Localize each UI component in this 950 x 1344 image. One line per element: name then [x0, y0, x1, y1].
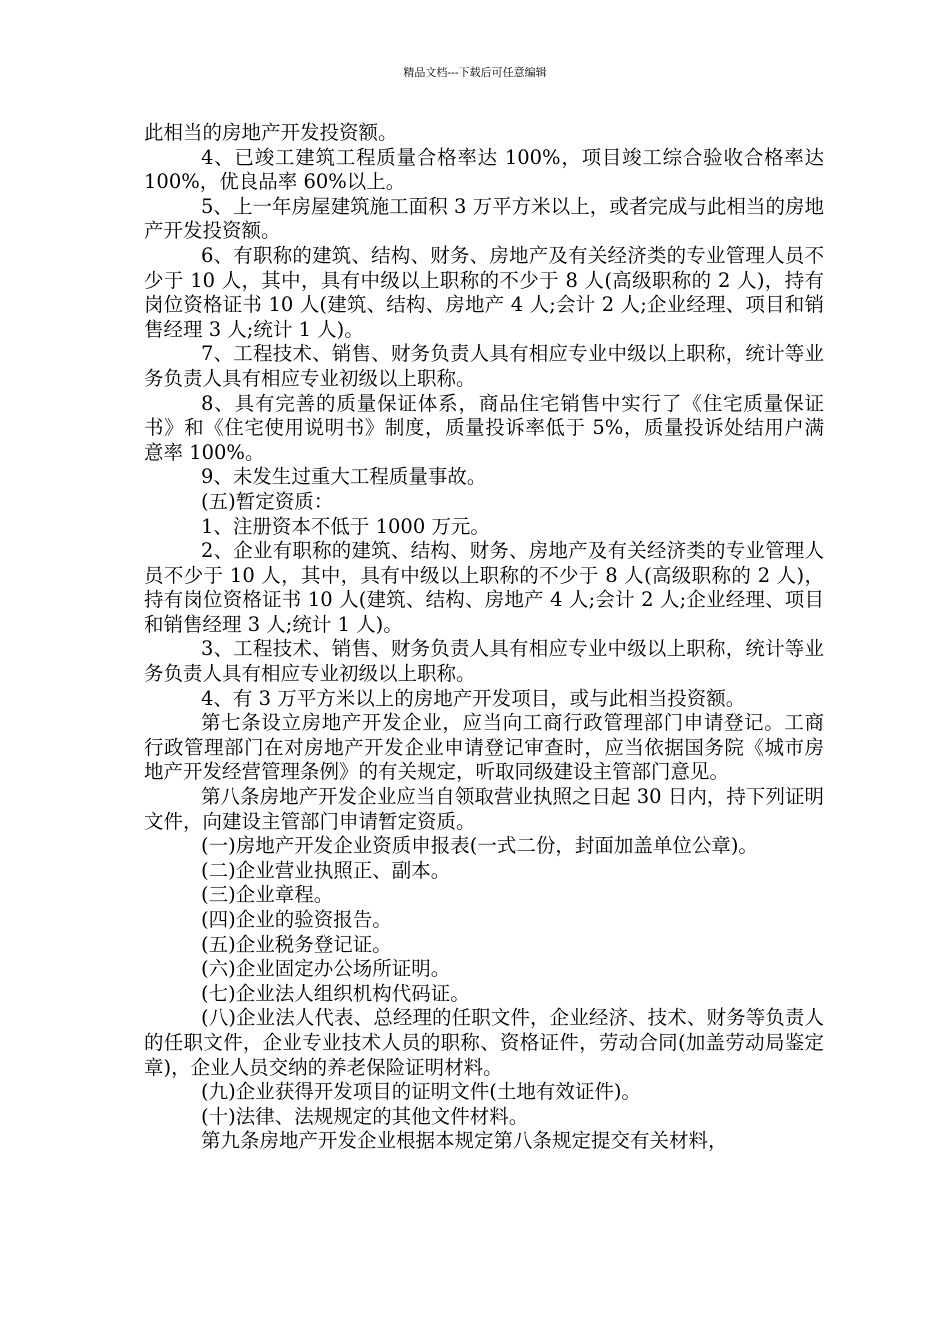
paragraph-provisional-2: 2、企业有职称的建筑、结构、财务、房地产及有关经济类的专业管理人员不少于 10 人，其中，具有中级以上职称的不少于 8 人(高级职称的 2 人)，持有岗位资格证书 10 人(建筑、结构、房地产 4 人;会计 2 人;企业经理、项目和销售经理 3 人;统计 1 人)。 [144, 539, 824, 636]
document-list-item-5: (五)企业税务登记证。 [201, 932, 392, 956]
document-list-item-6: (六)企业固定办公场所证明。 [201, 957, 451, 981]
paragraph-continuation: 此相当的房地产开发投资额。 [144, 121, 398, 144]
document-list-item-7: (七)企业法人组织机构代码证。 [201, 981, 470, 1005]
paragraph-item-7: 7、工程技术、销售、财务负责人具有相应专业中级以上职称，统计等业务负责人具有相应专业初级以上职称。 [144, 342, 824, 390]
page-header: 精品文档---下载后可任意编辑 [403, 66, 547, 79]
paragraph-item-6: 6、有职称的建筑、结构、财务、房地产及有关经济类的专业管理人员不少于 10 人，其中，具有中级以上职称的不少于 8 人(高级职称的 2 人)，持有岗位资格证书 10 人(建筑、结构、房地产 4 人;会计 2 人;企业经理、项目和销售经理 3 人;统计 1 人)。 [144, 243, 824, 341]
article-7: 第七条设立房地产开发企业，应当向工商行政管理部门申请登记。工商行政管理部门在对房地产开发企业申请登记审查时，应当依据国务院《城市房地产开发经营管理条例》的有关规定，听取同级建设主管部门意见。 [144, 711, 824, 784]
paragraph-provisional-3: 3、工程技术、销售、财务负责人具有相应专业中级以上职称，统计等业务负责人具有相应专业初级以上职称。 [144, 637, 824, 686]
paragraph-item-8: 8、具有完善的质量保证体系，商品住宅销售中实行了《住宅质量保证书》和《住宅使用说明书》制度，质量投诉率低于 5%，质量投诉处结用户满意率 100%。 [144, 391, 824, 464]
paragraph-item-4: 4、已竣工建筑工程质量合格率达 100%，项目竣工综合验收合格率达 100%，优良品率 60%以上。 [144, 145, 824, 194]
article-8: 第八条房地产开发企业应当自领取营业执照之日起 30 日内，持下列证明文件，向建设主管部门申请暂定资质。 [144, 785, 824, 833]
document-list-item-4: (四)企业的验资报告。 [201, 908, 392, 931]
document-list-item-9: (九)企业获得开发项目的证明文件(土地有效证件)。 [201, 1080, 641, 1104]
article-9: 第九条房地产开发企业根据本规定第八条规定提交有关材料， [201, 1129, 728, 1153]
paragraph-provisional-1: 1、注册资本不低于 1000 万元。 [201, 514, 490, 538]
document-list-item-2: (二)企业营业执照正、副本。 [201, 858, 451, 882]
document-list-item-8: (八)企业法人代表、总经理的任职文件，企业经济、技术、财务等负责人的任职文件，企业专业技术人员的职称、资格证件，劳动合同(加盖劳动局鉴定章)，企业人员交纳的养老保险证明材料。 [144, 1006, 824, 1079]
document-list-item-3: (三)企业章程。 [201, 883, 334, 907]
section-heading-provisional: (五)暂定资质： [201, 489, 334, 513]
document-body [144, 121, 824, 1154]
paragraph-item-9: 9、未发生过重大工程质量事故。 [201, 465, 487, 489]
document-list-item-1: (一)房地产开发企业资质申报表(一式二份，封面加盖单位公章)。 [201, 834, 758, 858]
document-list-item-10: (十)法律、法规规定的其他文件材料。 [201, 1104, 529, 1128]
paragraph-provisional-4: 4、有 3 万平方米以上的房地产开发项目，或与此相当投资额。 [201, 686, 746, 710]
paragraph-item-5: 5、上一年房屋建筑施工面积 3 万平方米以上，或者完成与此相当的房地产开发投资额。 [144, 194, 824, 243]
